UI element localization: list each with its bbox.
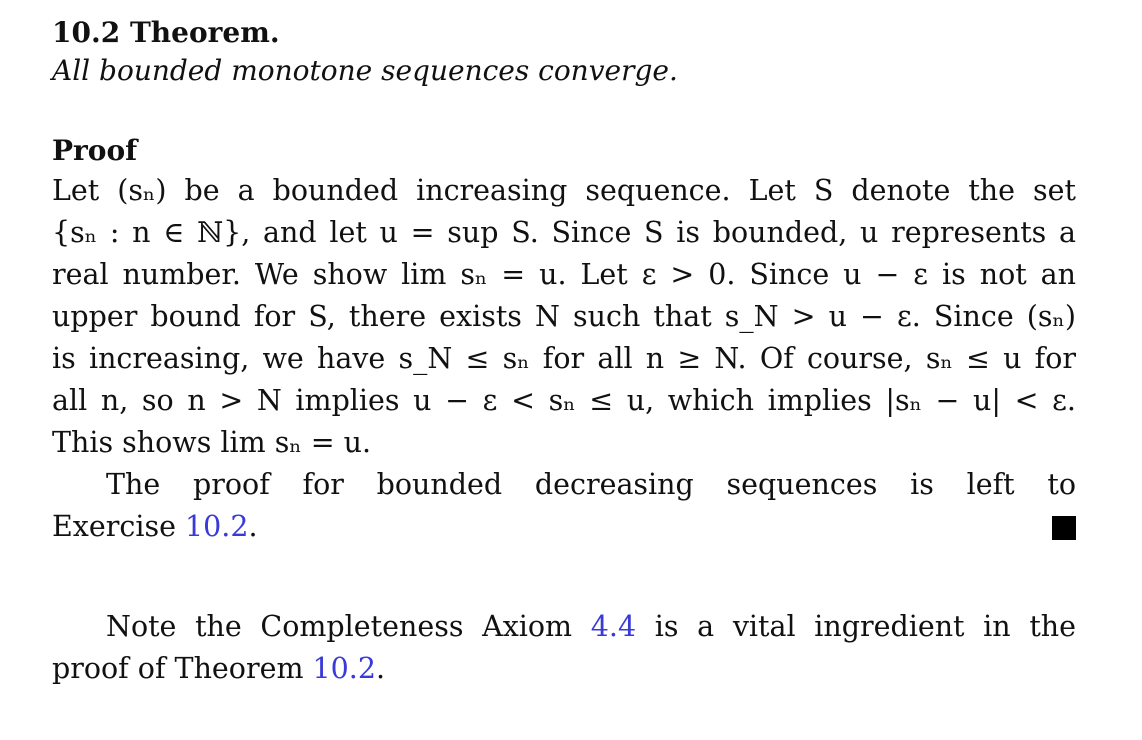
note-line1-suffix: is a vital ingredient in the bbox=[654, 610, 1076, 643]
proof-para2-suffix: . bbox=[248, 510, 258, 543]
note-line1-prefix: Note the Completeness Axiom bbox=[106, 610, 573, 643]
proof-line-3: real number. We show lim sₙ = u. Let ε > 0. Since u − ε is not an bbox=[52, 258, 1076, 291]
qed-square-icon bbox=[1052, 516, 1076, 540]
proof-para2-line-1: The proof for bounded decreasing sequences is left to bbox=[106, 468, 1076, 501]
proof-line-1: Let (sₙ) be a bounded increasing sequence. Let S denote the set bbox=[52, 174, 1076, 207]
axiom-ref-link[interactable]: 4.4 bbox=[590, 610, 637, 643]
theorem-ref-link[interactable]: 10.2 bbox=[312, 652, 376, 685]
note-line-1 bbox=[52, 606, 1076, 648]
proof-line-5: is increasing, we have s_N ≤ sₙ for all n ≥ N. Of course, sₙ ≤ u for bbox=[52, 342, 1076, 375]
proof-line-2: {sₙ : n ∈ ℕ}, and let u = sup S. Since S is bounded, u represents a bbox=[52, 216, 1076, 249]
proof-para2-prefix: Exercise bbox=[52, 510, 176, 543]
theorem-heading: 10.2 Theorem. bbox=[52, 16, 280, 49]
proof-heading: Proof bbox=[52, 134, 138, 167]
proof-line-7: This shows lim sₙ = u. bbox=[52, 426, 372, 459]
document-page bbox=[52, 14, 1076, 690]
proof-line-6: all n, so n > N implies u − ε < sₙ ≤ u, which implies |sₙ − u| < ε. bbox=[52, 384, 1076, 417]
note-line2-suffix: . bbox=[376, 652, 386, 685]
theorem-statement: All bounded monotone sequences converge. bbox=[52, 54, 678, 87]
note-line2-prefix: proof of Theorem bbox=[52, 652, 304, 685]
proof-line-4: upper bound for S, there exists N such that s_N > u − ε. Since (sₙ) bbox=[52, 300, 1076, 333]
proof-para2-line-2 bbox=[52, 506, 1076, 548]
note-line-2 bbox=[52, 648, 1076, 690]
note-paragraph bbox=[52, 606, 1076, 690]
exercise-ref-link[interactable]: 10.2 bbox=[185, 510, 249, 543]
proof-body bbox=[52, 170, 1076, 548]
